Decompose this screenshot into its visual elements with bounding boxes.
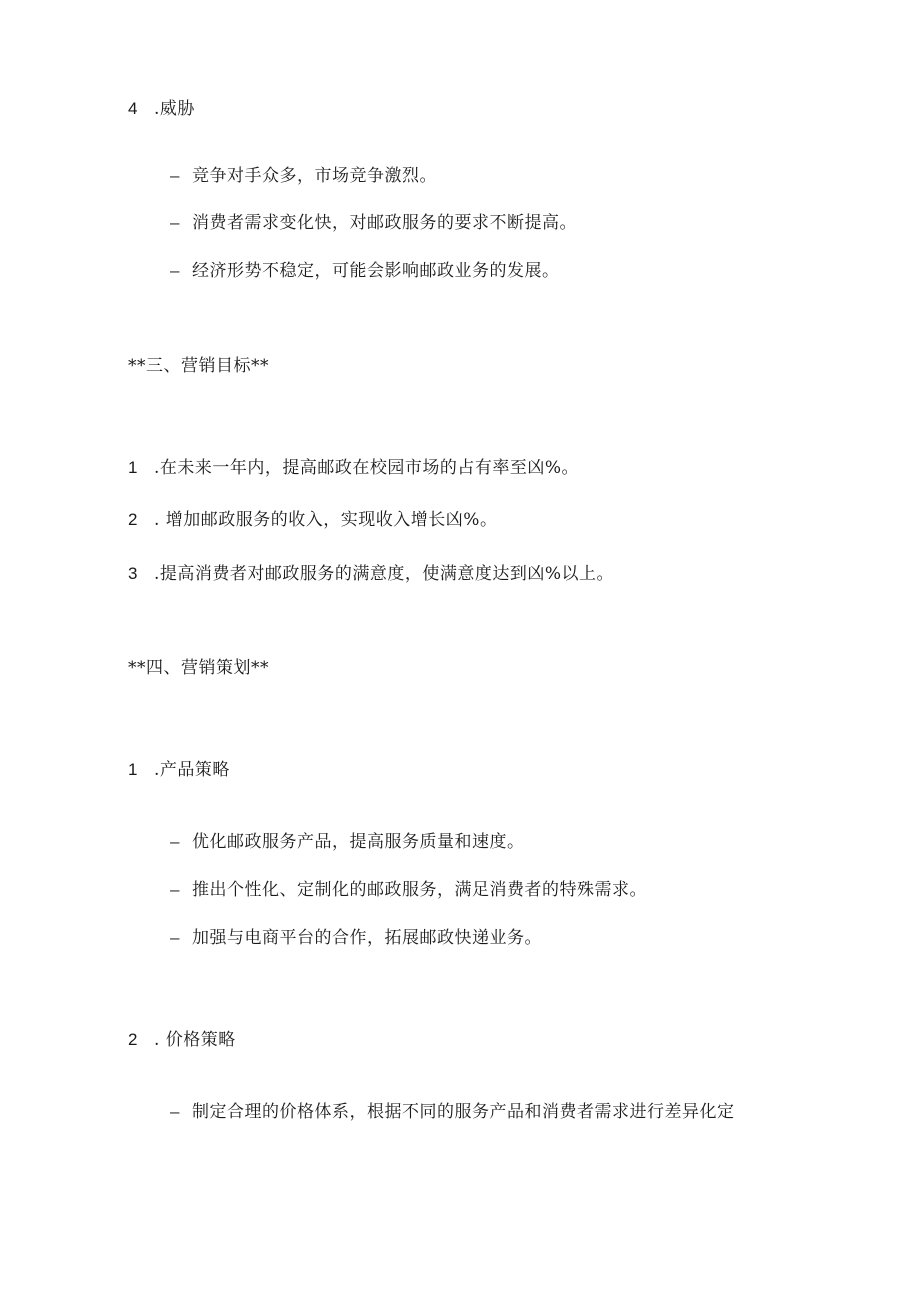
threat-number: 4 <box>128 99 138 118</box>
goal-text: . 增加邮政服务的收入，实现收入增长凶%。 <box>154 510 498 530</box>
goal-text: .在未来一年内，提高邮政在校园市场的占有率至凶%。 <box>154 458 580 478</box>
goal-number: 1 <box>128 458 138 477</box>
product-bullet-text: 推出个性化、定制化的邮政服务，满足消费者的特殊需求。 <box>192 880 647 900</box>
section-heading-marketing-plan: **四、营销策划** <box>128 658 269 678</box>
threat-bullet-text: 消费者需求变化快，对邮政服务的要求不断提高。 <box>192 213 577 233</box>
bullet-dash: – <box>170 832 180 851</box>
bullet-dash: – <box>170 213 180 232</box>
list-item <box>170 830 525 854</box>
goal-text: .提高消费者对邮政服务的满意度，使满意度达到凶%以上。 <box>154 564 615 584</box>
list-item <box>170 259 560 283</box>
goal-item <box>128 456 579 480</box>
list-item <box>170 878 647 902</box>
price-strategy-heading <box>128 1028 236 1052</box>
product-bullet-text: 优化邮政服务产品，提高服务质量和速度。 <box>192 832 525 852</box>
goal-number: 2 <box>128 510 138 529</box>
strategy-label: .产品策略 <box>154 760 230 780</box>
section-heading-marketing-goals: **三、营销目标** <box>128 356 269 376</box>
strategy-number: 2 <box>128 1030 138 1049</box>
threat-heading <box>128 97 195 121</box>
bullet-dash: – <box>170 166 180 185</box>
price-bullet-text: 制定合理的价格体系，根据不同的服务产品和消费者需求进行差异化定 <box>192 1102 735 1122</box>
product-strategy-heading <box>128 758 230 782</box>
goal-number: 3 <box>128 564 138 583</box>
list-item <box>170 926 542 950</box>
bullet-dash: – <box>170 880 180 899</box>
strategy-number: 1 <box>128 760 138 779</box>
threat-label: .威胁 <box>154 99 195 119</box>
list-item <box>170 211 577 235</box>
list-item <box>170 164 437 188</box>
list-item <box>170 1100 735 1124</box>
threat-bullet-text: 经济形势不稳定，可能会影响邮政业务的发展。 <box>192 261 560 281</box>
strategy-label: . 价格策略 <box>154 1030 236 1050</box>
bullet-dash: – <box>170 261 180 280</box>
product-bullet-text: 加强与电商平台的合作，拓展邮政快递业务。 <box>192 928 542 948</box>
goal-item <box>128 508 497 532</box>
bullet-dash: – <box>170 928 180 947</box>
threat-bullet-text: 竞争对手众多，市场竞争激烈。 <box>192 166 437 186</box>
bullet-dash: – <box>170 1102 180 1121</box>
goal-item <box>128 562 614 586</box>
